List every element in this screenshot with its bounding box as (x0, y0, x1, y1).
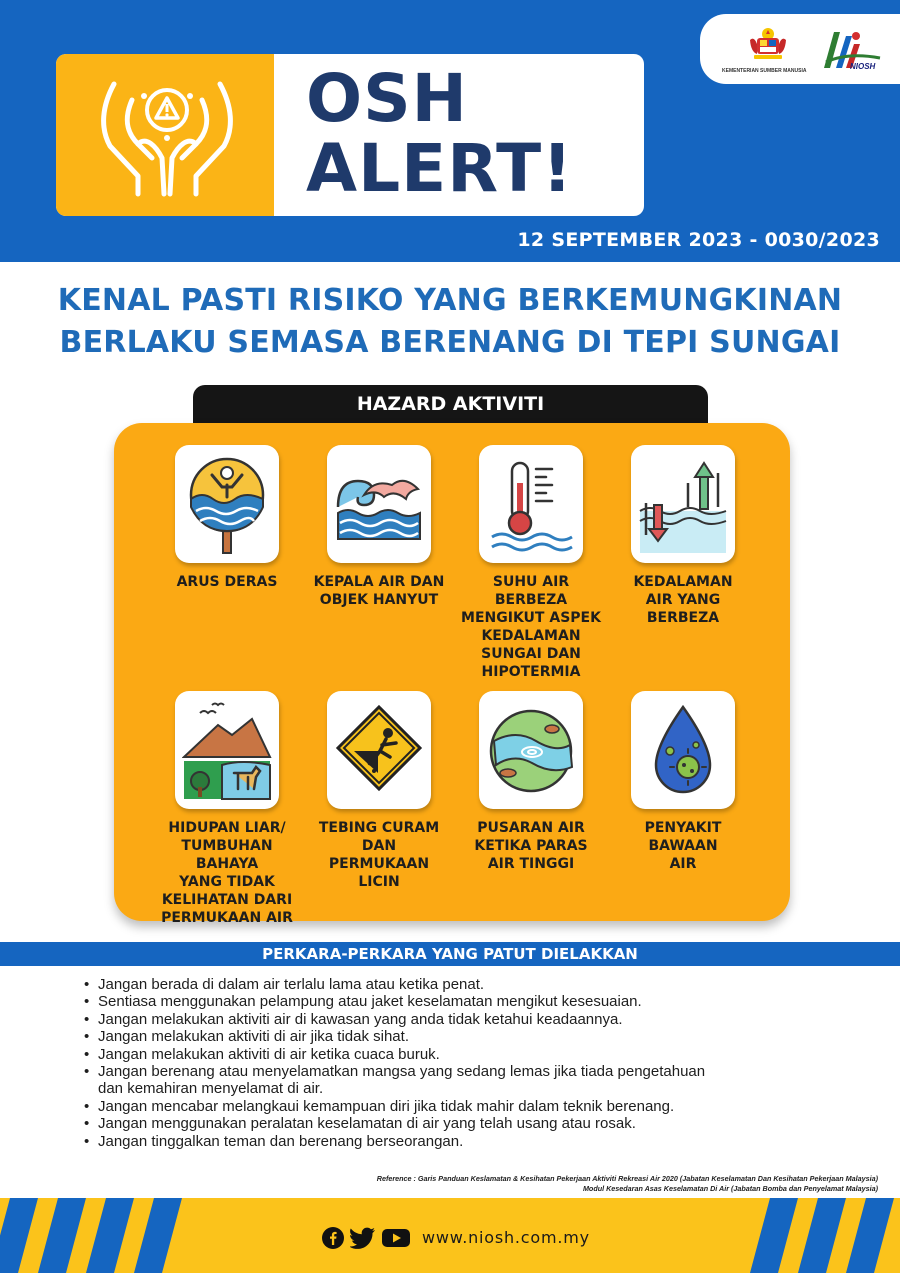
alert-title-line2: ALERT! (306, 130, 574, 207)
hazard-label: SUHU AIR BERBEZA MENGIKUT ASPEK KEDALAMAN SUNGAI DAN HIPOTERMIA (461, 574, 601, 680)
river-whirlpool-icon (486, 701, 576, 801)
alert-title (306, 60, 574, 207)
logo-right-caption: NIOSH (850, 62, 876, 71)
hazard-item (608, 445, 758, 627)
avoid-item: • Jangan melakukan aktiviti di air ketika cuaca buruk. (84, 1046, 844, 1063)
right-stripes-decoration (740, 1198, 900, 1273)
hazard-tile (479, 445, 583, 563)
avoid-list (84, 976, 844, 1150)
hazard-label: HIDUPAN LIAR/ TUMBUHAN BAHAYA YANG TIDAK KELIHATAN DARI PERMUKAAN AIR (161, 820, 293, 926)
hazard-label: TEBING CURAM DAN PERMUKAAN LICIN (318, 820, 440, 890)
hazard-item (304, 445, 454, 609)
coat-of-arms-icon (746, 26, 790, 62)
reference-line: Reference : Garis Panduan Keslamatan & Kesihatan Pekerjaan Aktiviti Rekreasi Air 2020 (Jabatan Keselamatan Dan Kesihatan Pekerjaan Malaysia) (376, 1174, 878, 1183)
logo-left-caption: KEMENTERIAN SUMBER MANUSIA (722, 68, 807, 74)
osh-alert-box (56, 54, 644, 216)
hazard-label: ARUS DERAS (176, 574, 278, 590)
hazard-section-label: HAZARD AKTIVITI (193, 385, 708, 425)
hazard-tile (479, 691, 583, 809)
hazard-label: PUSARAN AIR KETIKA PARAS AIR TINGGI (474, 820, 588, 872)
hazard-tile (175, 445, 279, 563)
avoid-item: • Jangan tinggalkan teman dan berenang berseorangan. (84, 1133, 844, 1150)
facebook-icon[interactable] (322, 1227, 344, 1249)
avoid-item: • Jangan melakukan aktiviti air di kawasan yang anda tidak ketahui keadaannya. (84, 1011, 844, 1028)
hazard-label: KEPALA AIR DAN OBJEK HANYUT (313, 574, 445, 608)
website-link[interactable]: www.niosh.com.my (422, 1228, 590, 1247)
avoid-section-label: PERKARA-PERKARA YANG PATUT DIELAKKAN (0, 942, 900, 966)
hazard-item (152, 445, 302, 591)
alert-icon-panel (56, 54, 274, 216)
twitter-icon[interactable] (350, 1227, 376, 1249)
hazard-panel (114, 423, 790, 926)
germ-droplet-icon (638, 701, 728, 801)
hazard-tile (631, 691, 735, 809)
youtube-icon[interactable] (382, 1227, 410, 1249)
social-links (322, 1227, 410, 1249)
main-title-line1: KENAL PASTI RISIKO YANG BERKEMUNGKINAN (57, 283, 843, 318)
hazard-tile (327, 445, 431, 563)
avoid-item: • Jangan mencabar melangkaui kemampuan diri jika tidak mahir dalam teknik berenang. (84, 1098, 844, 1115)
hazard-item (152, 691, 302, 927)
hazard-item (456, 691, 606, 873)
references (377, 1174, 878, 1194)
date-reference: 12 SEPTEMBER 2023 - 0030/2023 (517, 229, 880, 251)
hands-warning-icon (92, 66, 242, 202)
hazard-label: PENYAKIT BAWAAN AIR (644, 820, 722, 872)
hazard-tile (631, 445, 735, 563)
hazard-tile (327, 691, 431, 809)
thermometer-water-icon (486, 455, 576, 555)
main-title-line2: BERLAKU SEMASA BERENANG DI TEPI SUNGAI (59, 325, 841, 360)
tidal-wave-icon (334, 455, 424, 555)
hazard-item (608, 691, 758, 873)
falling-rocks-sign-icon (334, 701, 424, 801)
alert-title-line1: OSH (306, 60, 468, 137)
avoid-item: • Jangan melakukan aktiviti di air jika tidak sihat. (84, 1028, 844, 1045)
hazard-item (456, 445, 606, 681)
main-title (0, 280, 900, 364)
logos-card (700, 14, 900, 84)
avoid-item: • Jangan berenang atau menyelamatkan mangsa yang sedang lemas jika tiada pengetahuan dan kemahiran menyelamat di air. (84, 1063, 844, 1098)
water-depth-icon (638, 455, 728, 555)
header-banner (0, 0, 900, 262)
avoid-item: • Jangan menggunakan peralatan keselamatan di air yang telah usang atau rosak. (84, 1115, 844, 1132)
hazard-tile (175, 691, 279, 809)
avoid-item: • Jangan berada di dalam air terlalu lama atau ketika penat. (84, 976, 844, 993)
hazard-item (304, 691, 454, 891)
footer (0, 1198, 900, 1273)
wildlife-landscape-icon (182, 701, 272, 801)
reference-line: Modul Kesedaran Asas Keselamatan Di Air (Jabatan Bomba dan Penyelamat Malaysia) (582, 1184, 878, 1193)
hazard-label: KEDALAMAN AIR YANG BERBEZA (633, 574, 733, 626)
left-stripes-decoration (0, 1198, 200, 1273)
avoid-item: • Sentiasa menggunakan pelampung atau jaket keselamatan mengikut kesesuaian. (84, 993, 844, 1010)
swimmer-current-icon (182, 455, 272, 555)
